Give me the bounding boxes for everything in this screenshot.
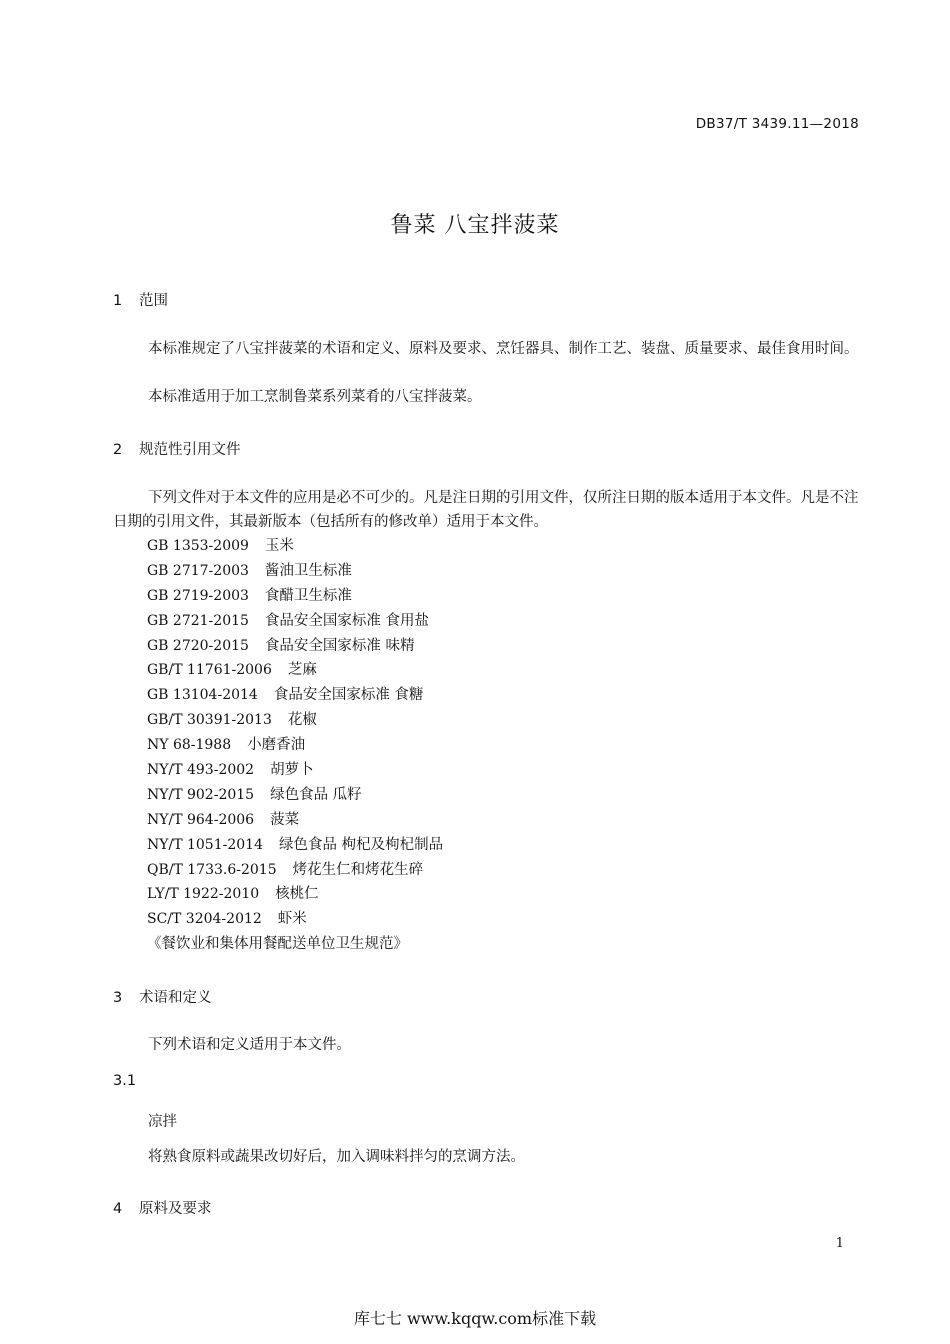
section-1-paragraph-2: 本标准适用于加工烹制鲁菜系列菜肴的八宝拌菠菜。 (148, 389, 482, 405)
reference-title: 虾米 (277, 911, 307, 928)
reference-item (147, 683, 443, 708)
reference-code: NY/T 493-2002 (147, 762, 255, 779)
reference-item (147, 634, 443, 659)
reference-title: 绿色食品 枸杞及枸杞制品 (279, 836, 444, 853)
reference-code: NY/T 902-2015 (147, 786, 255, 803)
section-2-heading (113, 438, 241, 459)
reference-title: 酱油卫生标准 (264, 562, 352, 579)
reference-code: GB 2719-2003 (147, 587, 249, 604)
reference-title: 花椒 (287, 712, 317, 729)
reference-title: 食醋卫生标准 (264, 587, 352, 604)
section-number: 2 (113, 442, 123, 458)
section-title: 规范性引用文件 (139, 442, 241, 458)
section-title: 术语和定义 (139, 990, 212, 1006)
reference-item (147, 609, 443, 634)
reference-code: GB 13104-2014 (147, 687, 258, 704)
reference-item (147, 858, 443, 883)
reference-title: 《餐饮业和集体用餐配送单位卫生规范》 (147, 936, 408, 953)
reference-code: SC/T 3204-2012 (147, 911, 262, 928)
reference-code: LY/T 1922-2010 (147, 886, 260, 903)
term-definition: 将熟食原料或蔬果改切好后，加入调味料拌匀的烹调方法。 (148, 1149, 525, 1165)
reference-title: 食品安全国家标准 食糖 (273, 687, 424, 704)
page-number: 1 (835, 1236, 844, 1251)
reference-title: 核桃仁 (275, 886, 319, 903)
reference-code: GB 2717-2003 (147, 562, 249, 579)
reference-title: 芝麻 (287, 662, 317, 679)
reference-title: 食品安全国家标准 味精 (264, 637, 415, 654)
reference-code: GB 2721-2015 (147, 612, 249, 629)
reference-item (147, 559, 443, 584)
reference-title: 绿色食品 瓜籽 (270, 786, 362, 803)
reference-title: 菠菜 (270, 811, 300, 828)
reference-title: 食品安全国家标准 食用盐 (264, 612, 430, 629)
reference-code: QB/T 1733.6-2015 (147, 861, 277, 878)
reference-code: NY 68-1988 (147, 737, 232, 754)
normative-reference-list (147, 534, 443, 957)
section-3-heading (113, 986, 212, 1007)
reference-title: 小磨香油 (247, 737, 306, 754)
reference-item (147, 733, 443, 758)
reference-code: GB 2720-2015 (147, 637, 249, 654)
reference-title: 玉米 (264, 538, 294, 554)
reference-item (147, 708, 443, 733)
section-number: 3 (113, 990, 123, 1006)
reference-item (147, 833, 443, 858)
reference-item (147, 758, 443, 783)
reference-code: GB 1353-2009 (147, 538, 249, 554)
reference-code: NY/T 964-2006 (147, 811, 255, 828)
document-number: DB37/T 3439.11—2018 (695, 116, 859, 132)
reference-item (147, 907, 443, 932)
reference-item (147, 882, 443, 907)
reference-item (147, 534, 443, 559)
page-title: 鲁菜 八宝拌菠菜 (390, 213, 560, 238)
section-1-heading (113, 289, 168, 310)
reference-item (147, 808, 443, 833)
reference-item (147, 932, 443, 957)
reference-title: 胡萝卜 (270, 762, 314, 779)
term-name: 凉拌 (148, 1114, 177, 1130)
section-3-paragraph: 下列术语和定义适用于本文件。 (148, 1037, 351, 1053)
section-2-paragraph: 下列文件对于本文件的应用是必不可少的。凡是注日期的引用文件，仅所注日期的版本适用于本文件。凡是不注日期的引用文件，其最新版本（包括所有的修改单）适用于本文件。 (113, 490, 859, 530)
section-4-heading (113, 1197, 212, 1218)
reference-code: GB/T 30391-2013 (147, 712, 272, 729)
section-title: 原料及要求 (139, 1201, 212, 1217)
reference-item (147, 584, 443, 609)
footer-watermark: 库七七 www.kqqw.com标准下载 (353, 1309, 597, 1328)
subsection-3-1-number: 3.1 (113, 1073, 137, 1089)
section-number: 4 (113, 1201, 123, 1217)
reference-item (147, 658, 443, 683)
reference-code: NY/T 1051-2014 (147, 836, 263, 853)
reference-code: GB/T 11761-2006 (147, 662, 272, 679)
reference-item (147, 783, 443, 808)
section-number: 1 (113, 293, 123, 309)
section-title: 范围 (139, 293, 168, 309)
reference-title: 烤花生仁和烤花生碎 (292, 861, 424, 878)
section-1-paragraph-1: 本标准规定了八宝拌菠菜的术语和定义、原料及要求、烹饪器具、制作工艺、装盘、质量要求、最佳食用时间。 (148, 341, 859, 357)
